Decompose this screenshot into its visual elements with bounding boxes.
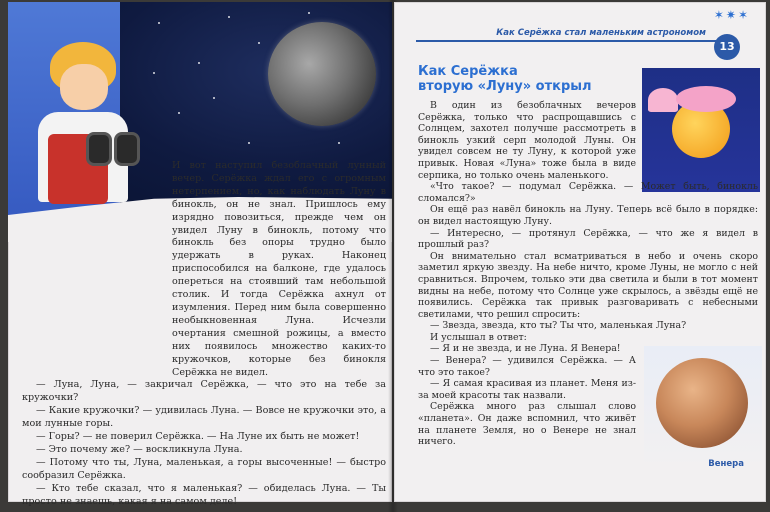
right-page (394, 2, 766, 502)
paragraph: Серёжка много раз слышал слово «планета». Он даже вспомнил, что живёт на планете Земля, но о Венере не знал ничего. (418, 401, 636, 448)
left-page (8, 2, 392, 507)
paragraph: — Кто тебе сказал, что я маленькая? — обиделась Луна. — Ты просто не знаешь, какая я на самом деле! (22, 482, 386, 507)
title-line: Как Серёжка (418, 64, 518, 79)
paragraph: — Венера? — удивился Серёжка. — А что это такое? (418, 355, 636, 378)
paragraph: — Звезда, звезда, кто ты? Ты что, маленькая Луна? (430, 320, 687, 332)
running-header: Как Серёжка стал маленьким астрономом (496, 28, 706, 38)
header-rule (416, 40, 716, 42)
paragraph: — Я и не звезда, и не Луна. Я Венера! (430, 343, 621, 355)
page-number: 13 (714, 34, 740, 60)
paragraph: «Что такое? — подумал Серёжка. — Может быть, бинокль сломался?» (418, 181, 758, 204)
paragraph: И вот наступил безоблачный лунный вечер. Серёжка ждал его с огромным нетерпением, но, как наблюдать Луну в бинокль, он не знал. Пришлось ему изрядно повозиться, прежде чем он увидел Луну в бинокль, потому что бинокль без опоры трудно было удержать в руках. Наконец приспособился на балконе, где удалось опереться на стоявший там небольшой столик. И тогда Серёжка ахнул от изумления. Перед ним была совершенно необыкновенная Луна. Исчезли очертания смешной рожицы, а вместо них появилось множество каких-то кружочков, которые без бинокля Серёжка не видел. (172, 160, 386, 378)
venus-planet-illustration (656, 358, 748, 448)
article-title (418, 64, 618, 94)
paragraph: — Какие кружочки? — удивилась Луна. — Вовсе не кружочки это, а мои лунные горы. (22, 405, 386, 430)
paragraph: — Это почему же? — воскликнула Луна. (36, 443, 243, 455)
paragraph: — Луна, Луна, — закричал Серёжка, — что это на тебе за кружочки? (22, 379, 386, 404)
venus-caption: Венера (708, 459, 744, 469)
title-line: вторую «Луну» открыл (418, 79, 592, 94)
paragraph: Он ещё раз навёл бинокль на Луну. Теперь всё было в порядке: он видел настоящую Луну. (418, 204, 758, 227)
paragraph: — Я самая красивая из планет. Меня из-за моей красоты так назвали. (418, 378, 636, 401)
moon-illustration (268, 22, 376, 126)
paragraph: — Горы? — не поверил Серёжка. — На Луне их быть не может! (36, 431, 360, 443)
stars-icon: ✶✷✶ (713, 8, 750, 22)
left-page-text (22, 160, 386, 508)
paragraph: — Потому что ты, Луна, маленькая, а горы высоченные! — быстро сообразил Серёжка. (22, 456, 386, 481)
paragraph: — Интересно, — протянул Серёжка, — что же я видел в прошлый раз? (418, 227, 758, 251)
paragraph: Он внимательно стал всматриваться в небо и очень скоро заметил яркую звезду. На небе ничто, кроме Луны, не могло с ней сравниться. Впрочем, только эти два светила и были в тот момент видны на небе, потому что Солнце уже скрылось, а звёзды ещё не появились. Серёжка так привык разговаривать с небесными светилами, что решил спросить: (418, 250, 758, 320)
paragraph: И услышал в ответ: (430, 331, 527, 343)
paragraph: В один из безоблачных вечеров Серёжка, только что распрощавшись с Солнцем, захотел получше рассмотреть в бинокль узкий серп молодой Луны. Он увидел совсем не ту Луну, к которой уже привык. Новая «Луна» тоже была в виде серпика, но только очень маленького. (418, 100, 636, 181)
